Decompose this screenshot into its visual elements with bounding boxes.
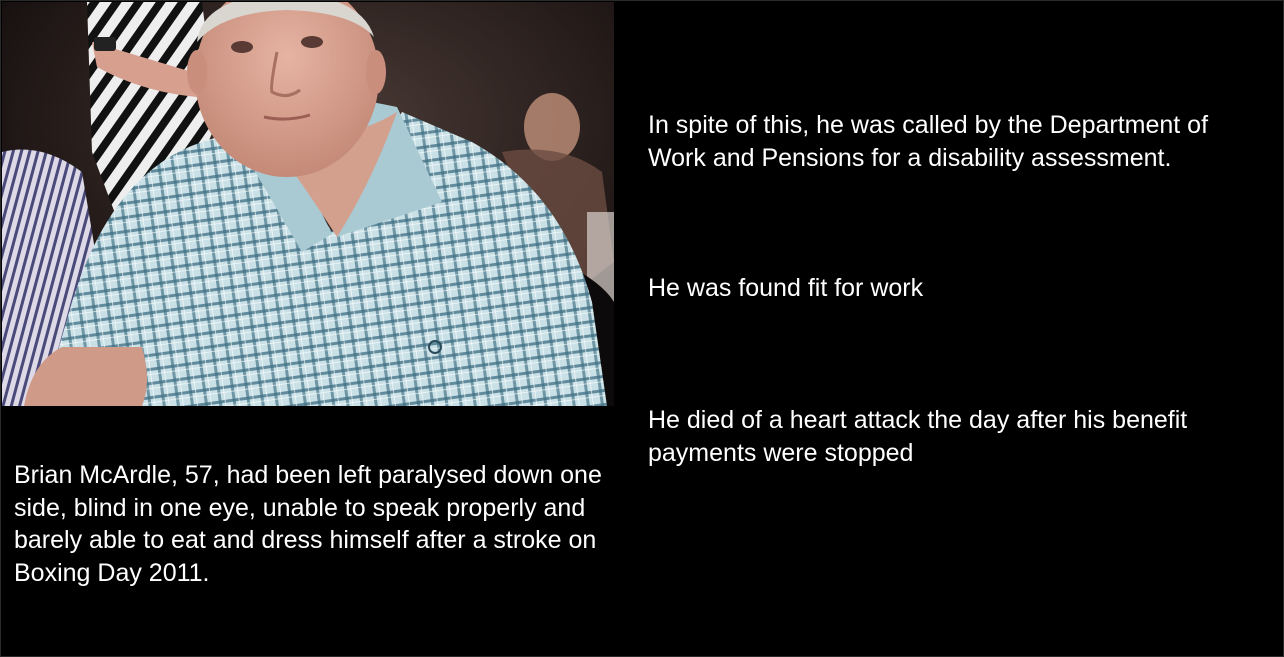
caption-text: Brian McArdle, 57, had been left paralysed down one side, blind in one eye, unable to speak properly and barely able to eat and dress himself after a stroke on Boxing Day 2011. (14, 461, 602, 587)
statement-fit-for-work: He was found fit for work (648, 274, 924, 302)
statement-death: He died of a heart attack the day after his benefit payments were stopped (648, 406, 1188, 467)
statement-assessment: In spite of this, he was called by the Department of Work and Pensions for a disability assessment. (648, 111, 1209, 172)
portrait-photo (2, 2, 614, 406)
